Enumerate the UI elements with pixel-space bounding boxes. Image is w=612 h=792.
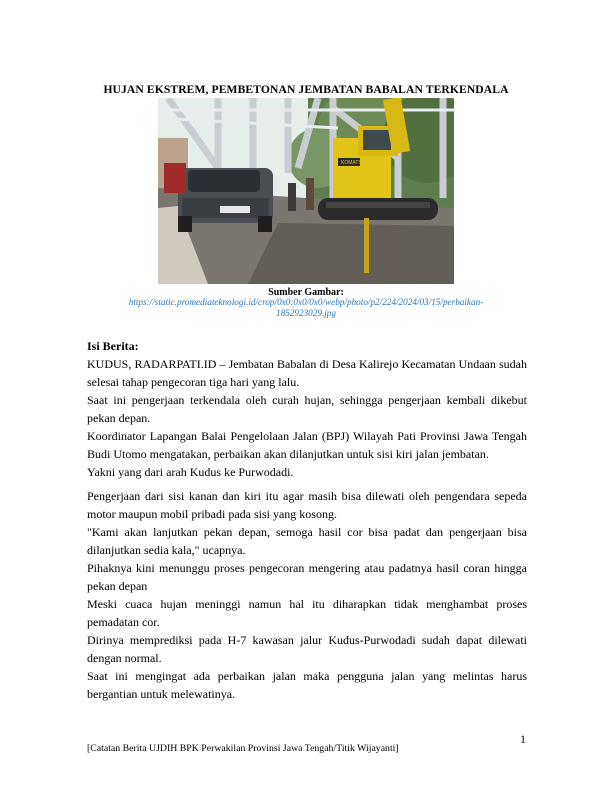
paragraph: Pengerjaan dari sisi kanan dan kiri itu agar masih bisa dilewati oleh pengendara sepeda motor maupun mobil pribadi pada sisi yang kosong. (87, 489, 527, 521)
news-photo (158, 98, 454, 284)
article-body-group-1 (87, 355, 527, 481)
page-footer: [Catatan Berita UJDIH BPK Perwakilan Provinsi Jawa Tengah/Titik Wijayanti] (87, 743, 399, 754)
paragraph: "Kami akan lanjutkan pekan depan, semoga hasil cor bisa padat dan pengerjaan bisa dilanjutkan sedia kala," ucapnya. (87, 525, 527, 557)
paragraph: Saat ini pengerjaan terkendala oleh curah hujan, sehingga pengerjaan kembali dikebut pekan depan. (87, 393, 527, 425)
paragraph: Meski cuaca hujan meninggi namun hal itu diharapkan tidak menghambat proses pemadatan cor. (87, 597, 527, 629)
excavator-brand-label: KOMATSU (341, 160, 366, 166)
page-number: 1 (520, 732, 526, 746)
paragraph: Pihaknya kini menunggu proses pengecoran mengering atau padatnya hasil coran hingga pekan depan (87, 561, 527, 593)
article-body-group-2 (87, 487, 527, 703)
section-heading: Isi Berita: (87, 339, 139, 353)
image-source-link[interactable]: https://static.promediateknologi.id/crop/0x0:0x0/0x0/webp/photo/p2/224/2024/03/15/perbaikan-1852923029.jpg (128, 297, 484, 318)
paragraph: Yakni yang dari arah Kudus ke Purwodadi. (87, 465, 294, 479)
paragraph: Koordinator Lapangan Balai Pengelolaan Jalan (BPJ) Wilayah Pati Provinsi Jawa Tengah Budi Utomo mengatakan, perbaikan akan dilanjutkan untuk sisi kiri jalan jembatan. (87, 429, 527, 461)
image-caption-label: Sumber Gambar: (268, 287, 344, 298)
paragraph: KUDUS, RADARPATI.ID – Jembatan Babalan di Desa Kalirejo Kecamatan Undaan sudah selesai tahap pengecoran tiga hari yang lalu. (87, 357, 527, 389)
paragraph: Dirinya memprediksi pada H-7 kawasan jalur Kudus-Purwodadi sudah dapat dilewati dengan normal. (87, 633, 527, 665)
article-title: HUJAN EKSTREM, PEMBETONAN JEMBATAN BABALAN TERKENDALA (103, 83, 509, 96)
paragraph: Saat ini mengingat ada perbaikan jalan maka pengguna jalan yang melintas harus bergantian untuk melewatinya. (87, 669, 527, 701)
